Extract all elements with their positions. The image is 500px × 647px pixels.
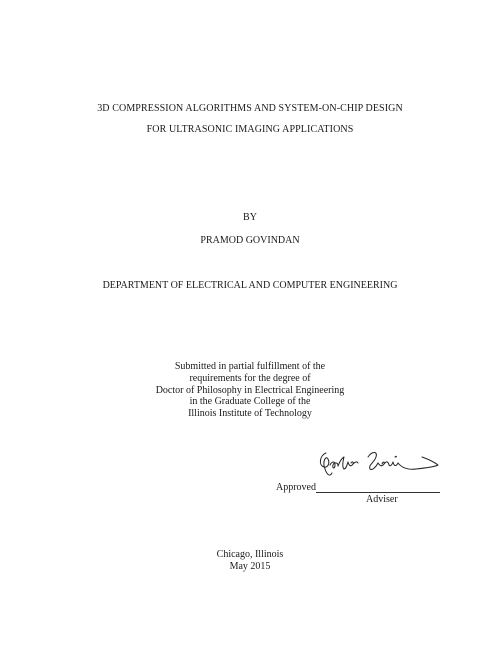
submission-line: Submitted in partial fulfillment of the: [174, 361, 326, 372]
title-line-1: 3D COMPRESSION ALGORITHMS AND SYSTEM-ON-CHIP DESIGN: [97, 103, 403, 114]
submission-line: Doctor of Philosophy in Electrical Engineering: [155, 384, 345, 396]
approval-block: [270, 443, 450, 513]
by-label: BY: [243, 212, 257, 223]
signature-line: [316, 492, 440, 493]
submission-line: Illinois Institute of Technology: [188, 408, 312, 420]
submission-statement: [0, 361, 500, 420]
approved-label: Approved: [276, 482, 316, 493]
title-line-2: FOR ULTRASONIC IMAGING APPLICATIONS: [146, 124, 354, 135]
place: Chicago, Illinois: [216, 549, 284, 560]
adviser-label: Adviser: [366, 494, 398, 505]
submission-line: in the Graduate College of the: [189, 396, 311, 408]
department-name: DEPARTMENT OF ELECTRICAL AND COMPUTER ENGINEERING: [102, 280, 398, 291]
submission-line: requirements for the degree of: [189, 372, 311, 384]
date: May 2015: [229, 561, 271, 572]
author-name: PRAMOD GOVINDAN: [200, 235, 300, 246]
handwritten-signature-icon: [316, 443, 442, 483]
